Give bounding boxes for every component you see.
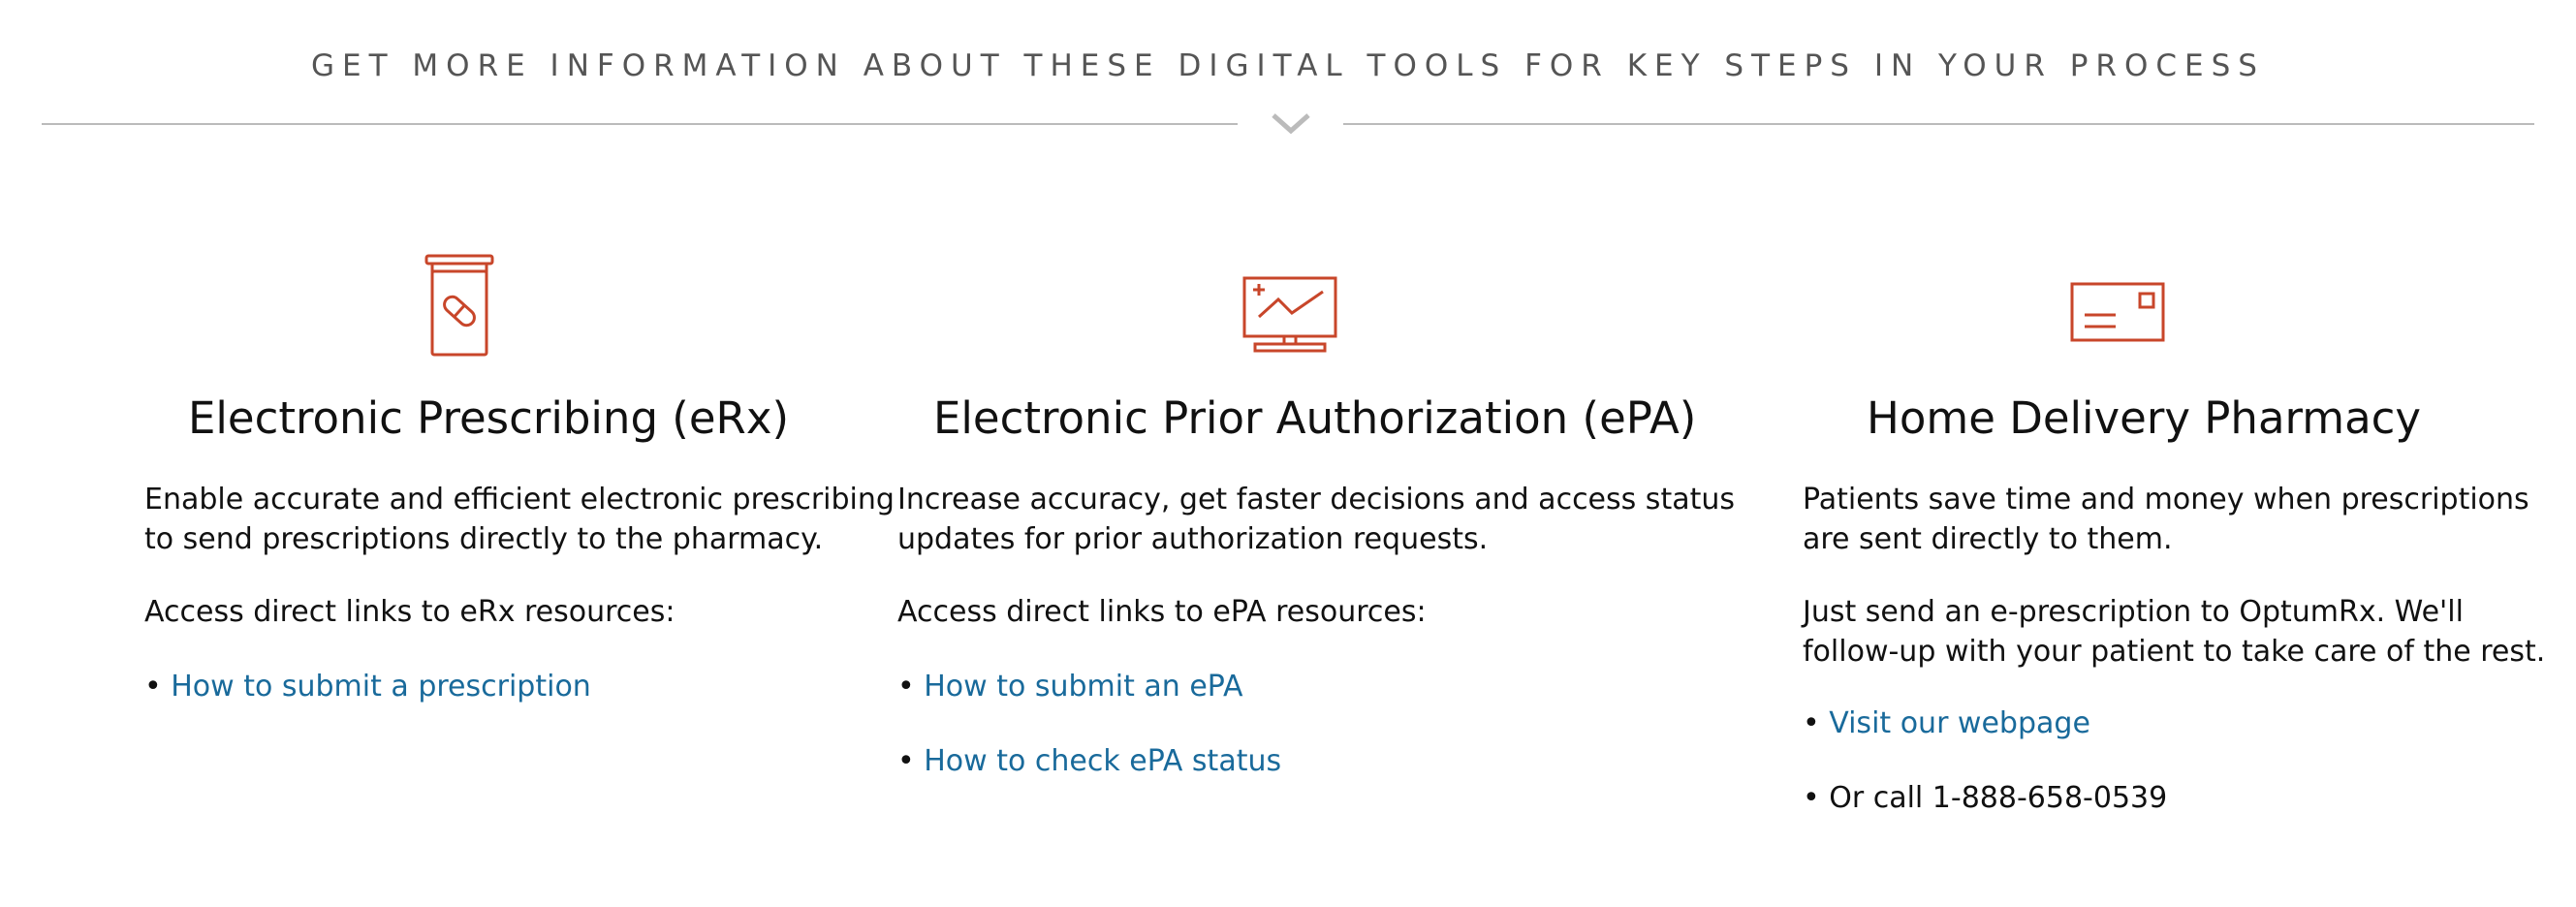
bullet: •	[897, 744, 925, 778]
erx-description-line-2: to send prescriptions directly to the pharmacy.	[144, 522, 824, 556]
home-delivery-description-line-2: are sent directly to them.	[1803, 522, 2173, 556]
erx-access-text: Access direct links to eRx resources:	[144, 595, 675, 629]
how-to-submit-epa-link[interactable]: How to submit an ePA	[924, 670, 1243, 704]
chevron-down-icon	[1271, 111, 1311, 137]
bullet: •	[897, 670, 925, 704]
home-delivery-access-line-1: Just send an e-prescription to OptumRx. We'll	[1803, 595, 2464, 629]
epa-title: Electronic Prior Authorization (ePA)	[933, 392, 1697, 444]
home-delivery-title: Home Delivery Pharmacy	[1867, 392, 2422, 444]
section-heading: GET MORE INFORMATION ABOUT THESE DIGITAL TOOLS FOR KEY STEPS IN YOUR PROCESS	[311, 48, 2265, 83]
erx-title: Electronic Prescribing (eRx)	[188, 392, 790, 444]
home-delivery-access-text	[1803, 592, 2545, 672]
list-item	[897, 741, 1281, 781]
bullet: •	[1803, 706, 1830, 740]
divider-right	[1343, 123, 2534, 125]
bullet: •	[1803, 781, 1830, 815]
how-to-submit-prescription-link[interactable]: How to submit a prescription	[171, 670, 591, 704]
erx-description	[144, 480, 895, 559]
epa-description-line-1: Increase accuracy, get faster decisions and access status	[897, 483, 1735, 516]
epa-description	[897, 480, 1735, 559]
home-delivery-access-line-2: follow-up with your patient to take care of the rest.	[1803, 635, 2546, 669]
pill-bottle-icon	[421, 252, 498, 359]
envelope-icon	[2069, 252, 2166, 359]
how-to-check-epa-status-link[interactable]: How to check ePA status	[924, 744, 1282, 778]
visit-webpage-link[interactable]: Visit our webpage	[1829, 706, 2090, 740]
home-delivery-description	[1803, 480, 2529, 559]
monitor-chart-icon	[1241, 252, 1338, 359]
bullet: •	[144, 670, 172, 704]
list-item	[1803, 704, 2090, 743]
epa-description-line-2: updates for prior authorization requests.	[897, 522, 1489, 556]
call-phone-text: Or call 1-888-658-0539	[1829, 781, 2168, 815]
divider-left	[42, 123, 1238, 125]
home-delivery-description-line-1: Patients save time and money when prescriptions	[1803, 483, 2529, 516]
list-item	[897, 667, 1243, 706]
epa-access-text: Access direct links to ePA resources:	[897, 595, 1427, 629]
list-item	[144, 667, 591, 706]
erx-description-line-1: Enable accurate and efficient electronic prescribing	[144, 483, 895, 516]
list-item	[1803, 778, 2167, 818]
